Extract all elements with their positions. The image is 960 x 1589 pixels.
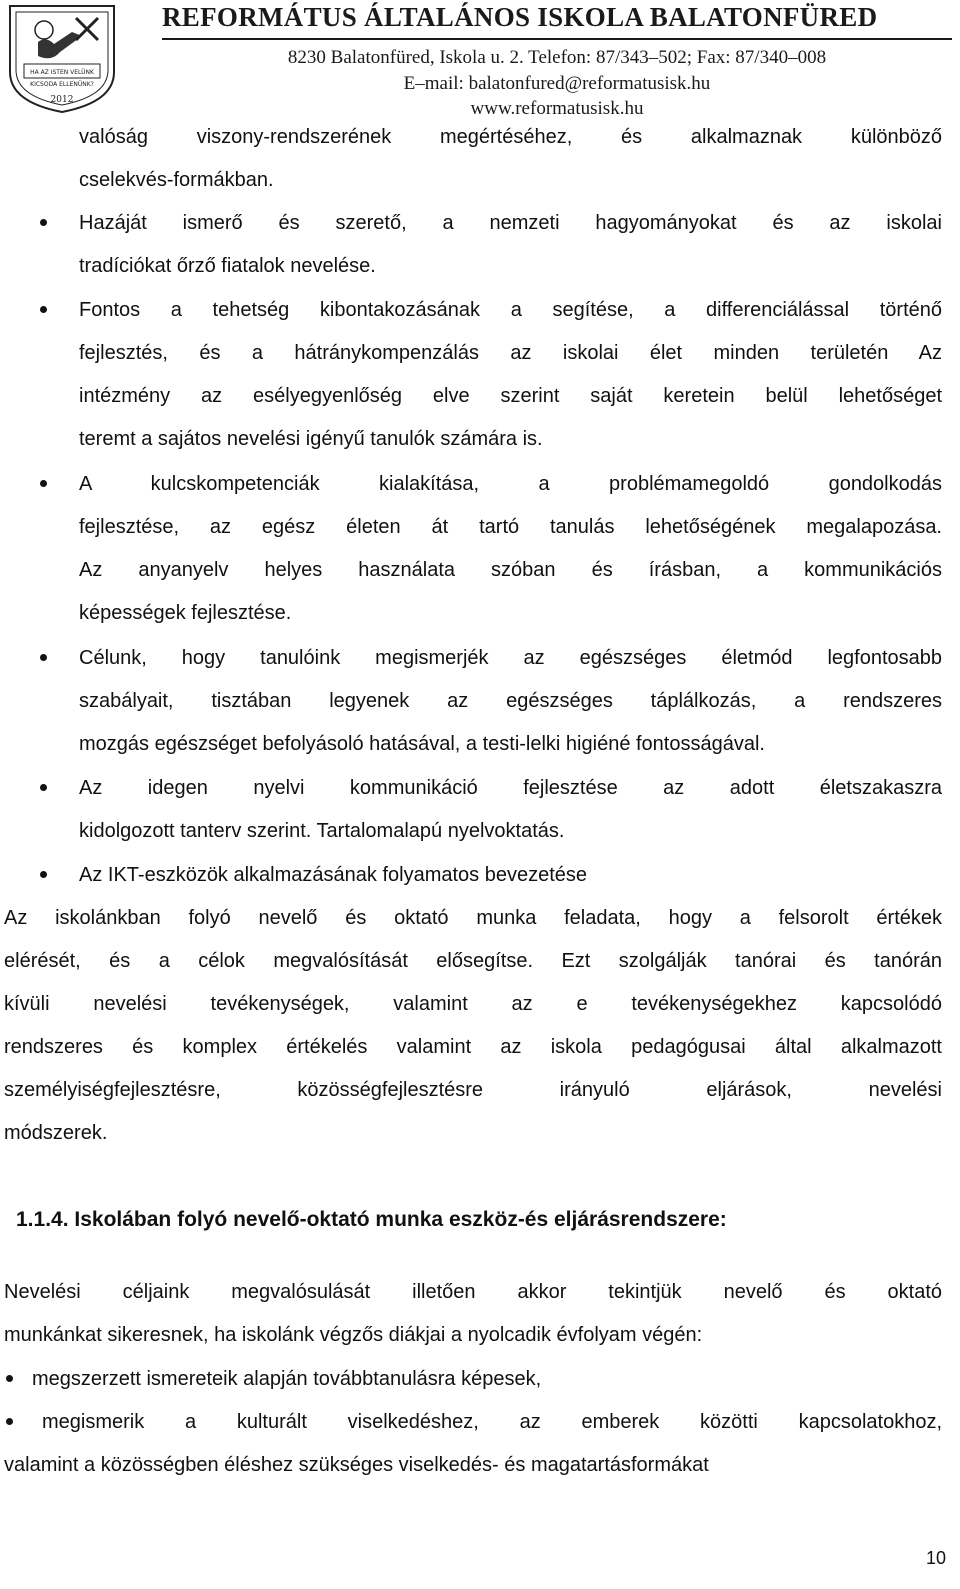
letterhead	[0, 0, 960, 118]
text-line: Az IKT-eszközök alkalmazásának folyamatos bevezetése	[79, 864, 588, 886]
church-logo-icon	[2, 2, 122, 114]
text-line: mozgás egészséget befolyásoló hatásával, a testi-lelki higiéné fontosságával.	[79, 733, 765, 755]
text-line: megszerzett ismereteik alapján továbbtanulásra képesek,	[32, 1368, 542, 1390]
text-line: szabályait, tisztában legyenek az egészséges táplálkozás, a rendszeres	[79, 690, 942, 712]
text-line: fejlesztése, az egész életen át tartó tanulás lehetőségének megalapozása.	[79, 516, 942, 538]
text-line: személyiségfejlesztésre, közösségfejlesztésre irányuló eljárások, nevelési	[4, 1079, 942, 1101]
text-line: Hazáját ismerő és szerető, a nemzeti hagyományokat és az iskolai	[79, 212, 942, 234]
bullet-icon	[40, 871, 47, 878]
school-name: REFORMÁTUS ÁLTALÁNOS ISKOLA BALATONFÜRED	[162, 2, 878, 32]
bullet-icon	[40, 654, 47, 661]
text-line: képességek fejlesztése.	[79, 602, 292, 624]
text-line: tradíciókat őrző fiatalok nevelése.	[79, 255, 376, 277]
text-line: Az idegen nyelvi kommunikáció fejlesztése az adott életszakaszra	[79, 777, 942, 799]
text-line: fejlesztés, és a hátránykompenzálás az iskolai élet minden területén Az	[79, 342, 942, 364]
text-line: kívüli nevelési tevékenységek, valamint az e tevékenységekhez kapcsolódó	[4, 993, 942, 1015]
text-line: rendszeres és komplex értékelés valamint az iskola pedagógusai által alkalmazott	[4, 1036, 942, 1058]
contact-address-phone: 8230 Balatonfüred, Iskola u. 2. Telefon: 87/343–502; Fax: 87/340–008	[287, 47, 827, 68]
bullet-icon	[40, 784, 47, 791]
text-line: teremt a sajátos nevelési igényű tanulók számára is.	[79, 428, 543, 450]
bullet-icon	[40, 306, 47, 313]
text-line: valóság viszony-rendszerének megértéséhez, és alkalmaznak különböző	[79, 126, 942, 148]
section-heading: 1.1.4. Iskolában folyó nevelő-oktató munka eszköz-és eljárásrendszere:	[16, 1208, 727, 1231]
contact-email: E–mail: balatonfured@reformatusisk.hu	[403, 73, 711, 94]
text-line: munkánkat sikeresnek, ha iskolánk végzős diákjai a nyolcadik évfolyam végén:	[4, 1324, 703, 1346]
text-line: A kulcskompetenciák kialakítása, a problémamegoldó gondolkodás	[79, 473, 942, 495]
svg-text:HA AZ ISTEN VELÜNK: HA AZ ISTEN VELÜNK	[30, 69, 94, 76]
bullet-icon	[6, 1418, 13, 1425]
svg-text:2012: 2012	[50, 95, 74, 105]
school-logo	[2, 2, 122, 114]
text-line: Nevelési céljaink megvalósulását illetően akkor tekintjük nevelő és oktató	[4, 1281, 942, 1303]
bullet-icon	[40, 480, 47, 487]
text-line: megismerik a kulturált viselkedéshez, az emberek közötti kapcsolatokhoz,	[42, 1411, 942, 1433]
text-line: Célunk, hogy tanulóink megismerjék az egészséges életmód legfontosabb	[79, 647, 942, 669]
text-line: kidolgozott tanterv szerint. Tartalomalapú nyelvoktatás.	[79, 820, 565, 842]
text-line: elérését, és a célok megvalósítását elősegítse. Ezt szolgálják tanórai és tanórán	[4, 950, 942, 972]
text-line: cselekvés-formákban.	[79, 169, 274, 191]
text-line: valamint a közösségben éléshez szükséges viselkedés- és magatartásformákat	[4, 1454, 709, 1476]
page-number: 10	[925, 1548, 946, 1568]
bullet-icon	[6, 1375, 13, 1382]
text-line: Az iskolánkban folyó nevelő és oktató munka feladata, hogy a felsorolt értékek	[4, 907, 942, 929]
text-line: Az anyanyelv helyes használata szóban és írásban, a kommunikációs	[79, 559, 942, 581]
svg-text:KICSODA ELLENÜNK?: KICSODA ELLENÜNK?	[30, 81, 94, 88]
text-line: intézmény az esélyegyenlőség elve szerint saját keretein belül lehetőséget	[79, 385, 942, 407]
contact-website: www.reformatusisk.hu	[470, 98, 644, 119]
text-line: Fontos a tehetség kibontakozásának a segítése, a differenciálással történő	[79, 299, 942, 321]
bullet-icon	[40, 219, 47, 226]
header-divider	[162, 38, 952, 40]
text-line: módszerek.	[4, 1122, 108, 1144]
